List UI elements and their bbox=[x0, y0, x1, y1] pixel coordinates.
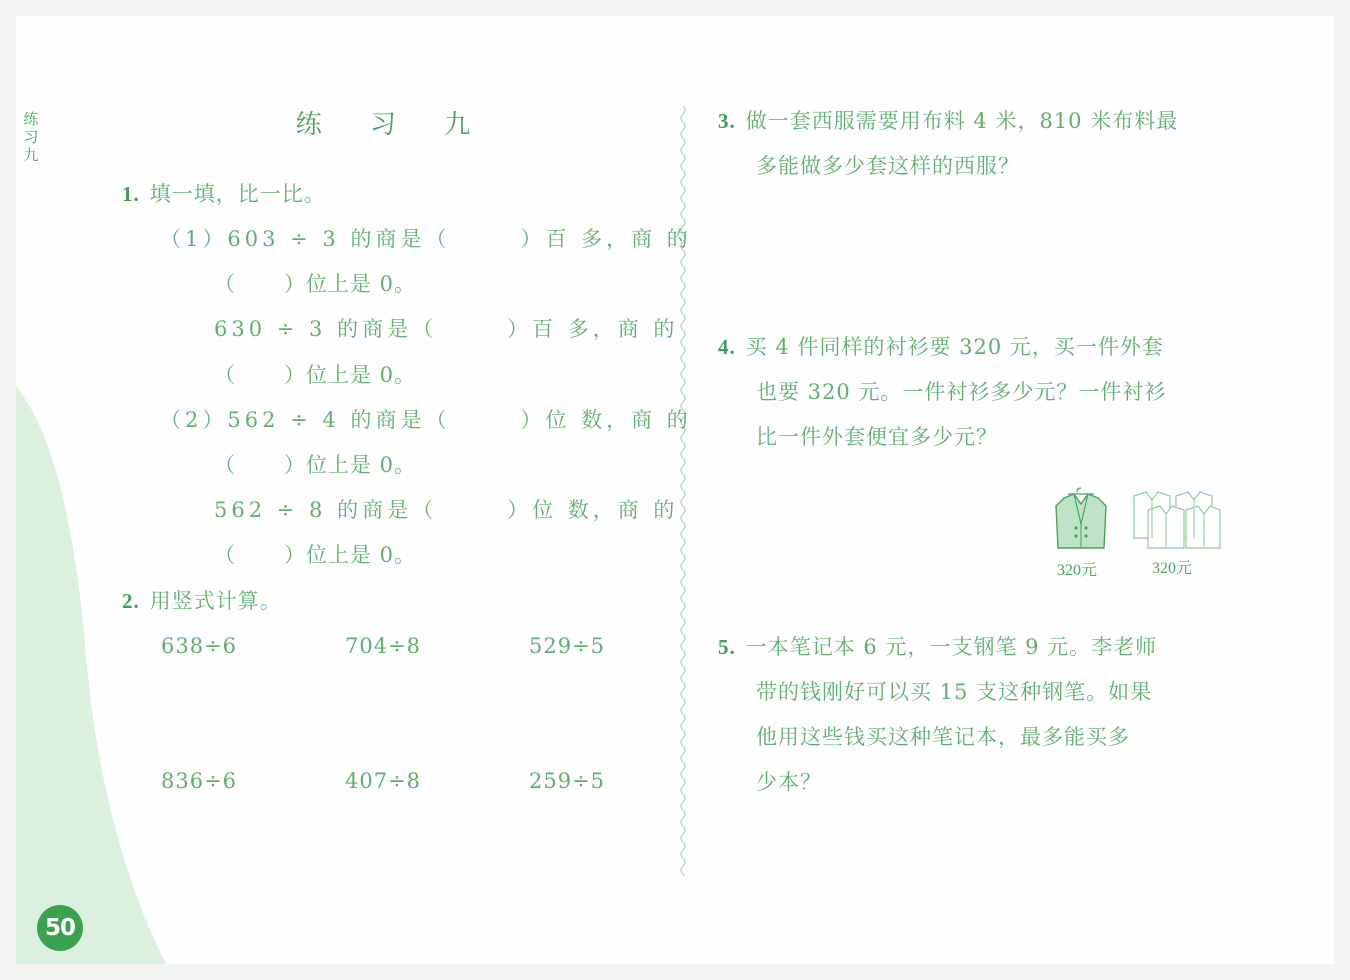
paren-open: （ bbox=[214, 543, 236, 567]
calc-item: 638÷6 bbox=[161, 634, 238, 658]
q1-item-d-tail: ）位 数，商 的 bbox=[507, 498, 679, 522]
q1-item-d-expr: 562 ÷ 8 的商是（ bbox=[214, 498, 438, 522]
paren-close-text: ）位上是 0。 bbox=[284, 543, 417, 567]
q1-heading-text: 填一填，比一比。 bbox=[149, 182, 326, 206]
q4-number: 4. bbox=[718, 335, 736, 359]
q5-line: 带的钱刚好可以买 15 支这种钢笔。如果 bbox=[756, 680, 1153, 704]
page-title: 练 习 九 bbox=[295, 110, 491, 140]
q1-item-b-line2 bbox=[214, 360, 416, 390]
calc-item: 704÷8 bbox=[345, 634, 422, 658]
q4-line: 比一件外套便宜多少元？ bbox=[756, 425, 998, 449]
shirts-icon bbox=[1130, 488, 1222, 552]
calc-item: 407÷8 bbox=[345, 769, 422, 793]
q1-item-d-line2 bbox=[214, 540, 416, 570]
q5-line: 少本？ bbox=[756, 770, 822, 794]
q5-line: 他用这些钱买这种笔记本，最多能买多 bbox=[756, 725, 1130, 749]
q3-text: 做一套西服需要用布料 4 米，810 米布料最 bbox=[745, 109, 1179, 133]
q1-item-d bbox=[214, 495, 678, 525]
paren-close-text: ）位上是 0。 bbox=[284, 363, 417, 387]
q1-item-a bbox=[160, 224, 692, 254]
q5-number: 5. bbox=[718, 635, 736, 659]
q4-text: 买 4 件同样的衬衫要 320 元，买一件外套 bbox=[745, 335, 1164, 359]
q1-number: 1. bbox=[122, 182, 140, 206]
page-divider bbox=[676, 106, 690, 876]
q1-item-c-line2 bbox=[214, 450, 416, 480]
coat-price: 320元 bbox=[1057, 562, 1098, 579]
q1-item-a-tail: ）百 多，商 的 bbox=[520, 227, 692, 251]
q1-item-c bbox=[160, 405, 692, 435]
side-tab-char: 九 bbox=[23, 146, 39, 164]
q3-line: 多能做多少套这样的西服？ bbox=[756, 154, 1020, 178]
workbook-page bbox=[16, 16, 1334, 964]
q4-line bbox=[718, 332, 1164, 362]
q1-item-b-expr: 630 ÷ 3 的商是（ bbox=[214, 317, 438, 341]
shirts-price: 320元 bbox=[1152, 560, 1193, 577]
q1-item-b bbox=[214, 314, 678, 344]
side-tab-char: 练 bbox=[23, 110, 39, 128]
q2-heading bbox=[122, 586, 282, 616]
q3-number: 3. bbox=[718, 109, 736, 133]
calc-item: 529÷5 bbox=[529, 634, 606, 658]
coat-icon bbox=[1050, 484, 1112, 554]
paren-close-text: ）位上是 0。 bbox=[284, 272, 417, 296]
q1-item-c-expr: 562 ÷ 4 的商是（ bbox=[227, 408, 451, 432]
page-number: 50 bbox=[37, 905, 83, 951]
q3-line bbox=[718, 106, 1178, 136]
q1-item-a-line2 bbox=[214, 269, 416, 299]
side-tab bbox=[20, 110, 42, 164]
paren-open: （ bbox=[214, 453, 236, 477]
q1-item-b-tail: ）百 多，商 的 bbox=[507, 317, 679, 341]
q5-text: 一本笔记本 6 元，一支钢笔 9 元。李老师 bbox=[745, 635, 1158, 659]
q1-item-a-expr: 603 ÷ 3 的商是（ bbox=[227, 227, 451, 251]
q2-number: 2. bbox=[122, 589, 140, 613]
paren-open: （ bbox=[214, 272, 236, 296]
q1-heading bbox=[122, 179, 326, 209]
paren-open: （ bbox=[214, 363, 236, 387]
side-tab-char: 习 bbox=[23, 128, 39, 146]
calc-item: 259÷5 bbox=[529, 769, 606, 793]
q1-part2-tag: （2） bbox=[160, 408, 228, 432]
calc-item: 836÷6 bbox=[161, 769, 238, 793]
paren-close-text: ）位上是 0。 bbox=[284, 453, 417, 477]
q4-line: 也要 320 元。一件衬衫多少元？一件衬衫 bbox=[756, 380, 1167, 404]
q2-heading-text: 用竖式计算。 bbox=[149, 589, 282, 613]
q1-part1-tag: （1） bbox=[160, 227, 228, 251]
q1-item-c-tail: ）位 数，商 的 bbox=[520, 408, 692, 432]
q5-line bbox=[718, 632, 1157, 662]
